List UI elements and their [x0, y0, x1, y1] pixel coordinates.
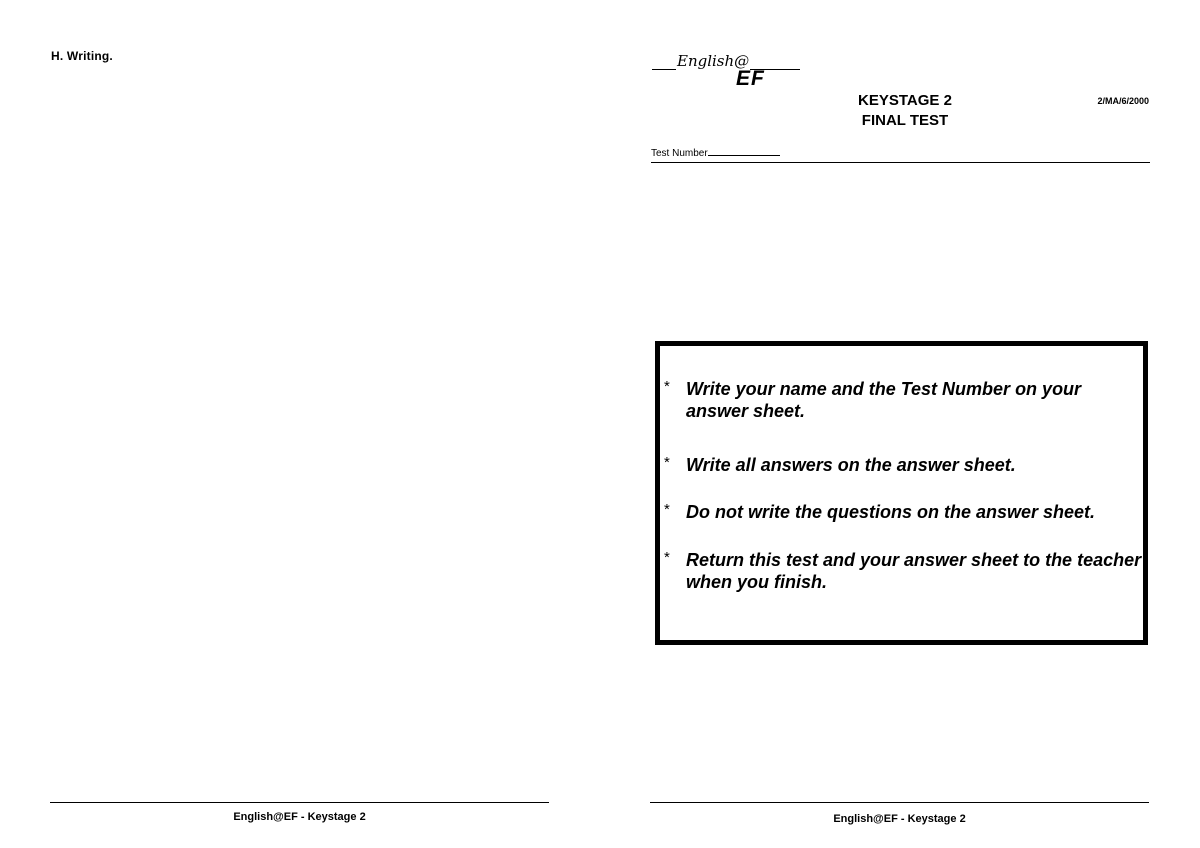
document-code: 2/MA/6/2000 [1097, 96, 1149, 106]
bullet-star: * [664, 549, 670, 566]
right-page [600, 0, 1200, 848]
test-number-blank [708, 146, 780, 156]
footer-rule [50, 802, 549, 803]
footer-text: English@EF - Keystage 2 [233, 811, 366, 823]
title-line-2: FINAL TEST [861, 112, 949, 129]
test-title [820, 91, 990, 131]
instruction-text: Do not write the questions on the answer sheet. [686, 502, 1096, 522]
english-ef-logo [652, 52, 802, 92]
instruction-text: Write your name and the Test Number on your answer sheet. [686, 379, 1082, 421]
logo-script-text: English@ [677, 52, 750, 70]
instruction-text: Write all answers on the answer sheet. [686, 455, 1016, 475]
instruction-text: Return this test and your answer sheet to the teacher when you finish. [686, 550, 1142, 592]
bullet-star: * [664, 454, 670, 471]
logo-brand-text: EF [736, 67, 765, 90]
header-rule [651, 162, 1150, 163]
test-number-label: Test Number [651, 148, 708, 159]
footer-rule [650, 802, 1149, 803]
test-number-field [651, 146, 780, 159]
instructions-box [655, 341, 1148, 645]
bullet-star: * [664, 378, 670, 395]
section-heading: H. Writing. [51, 49, 113, 63]
instruction-item [664, 378, 1144, 422]
instruction-item [664, 501, 1144, 523]
title-line-1: KEYSTAGE 2 [858, 92, 952, 109]
instruction-item [664, 549, 1144, 593]
bullet-star: * [664, 501, 670, 518]
footer-text: English@EF - Keystage 2 [833, 813, 966, 825]
instruction-item [664, 454, 1144, 476]
